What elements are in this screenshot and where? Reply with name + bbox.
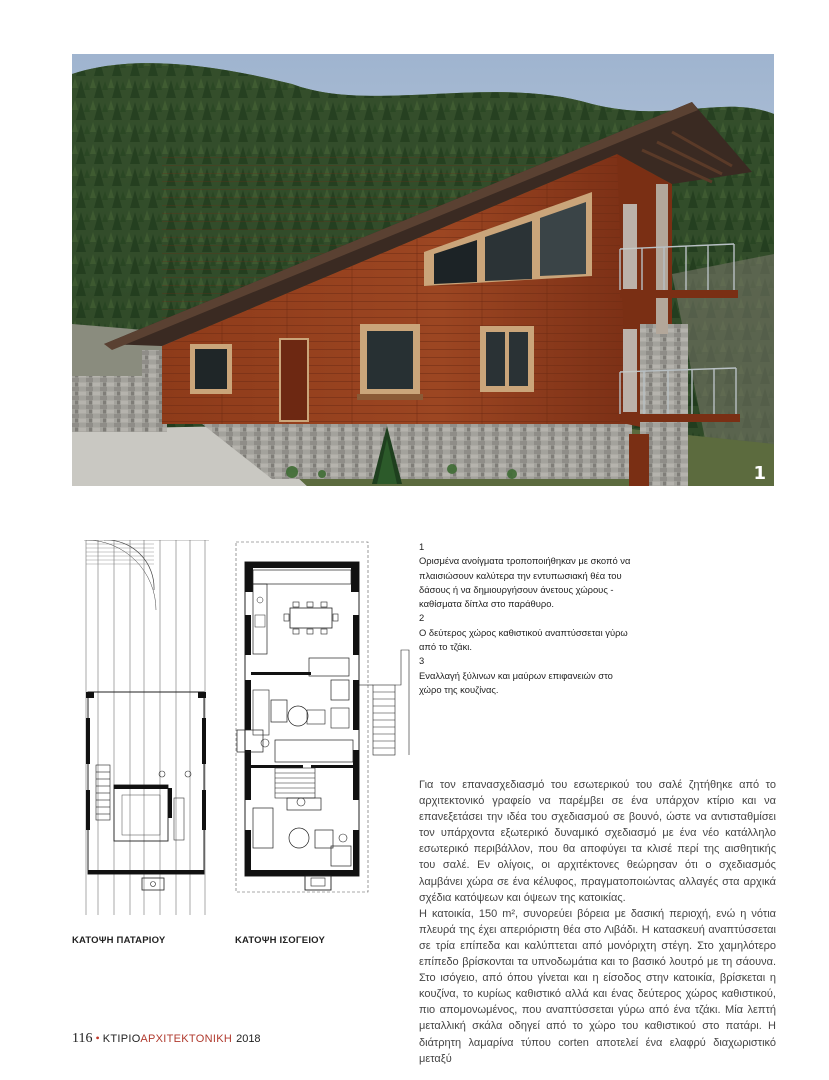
caption-1-number: 1 bbox=[419, 541, 425, 552]
ground-plan-drawing bbox=[235, 540, 415, 910]
mezzanine-plan-label: ΚΑΤΟΨΗ ΠΑΤΑΡΙΟΥ bbox=[72, 935, 166, 946]
ground-floor-plan bbox=[235, 540, 415, 910]
magazine-name-part1: ΚΤΙΡΙΟ bbox=[102, 1033, 141, 1045]
photo-number: 1 bbox=[753, 463, 766, 484]
issue-year: 2018 bbox=[236, 1033, 261, 1045]
caption-3-text: Εναλλαγή ξύλινων και μαύρων επιφανειών στο χώρο της κουζίνας. bbox=[419, 669, 613, 695]
page-footer bbox=[72, 1031, 261, 1047]
photo-captions bbox=[419, 540, 631, 697]
footer-separator: • bbox=[95, 1031, 100, 1045]
house-photo-illustration bbox=[72, 54, 774, 486]
page-number: 116 bbox=[72, 1031, 93, 1046]
body-paragraph-2: Η κατοικία, 150 m², συνορεύει βόρεια με δασική περιοχή, ενώ η νότια πλευρά της έχει απεριόριστη θέα στο Λιβάδι. Η κατασκευή αναπτύσσεται σε τρία επίπεδα και καλύπτεται από μονόριχτη στέγη. Στο χαμηλότερο επίπεδο βρίσκονται τα υπνοδωμάτια και το βασικό λουτρό με τη σάουνα. Στο ισόγειο, από όπου γίνεται και η είσοδος στην κατοικία, βρίσκεται η κουζίνα, το κυρίως καθιστικό αλλά και ένας δεύτερος χώρος καθιστικού, πιο απομονωμένος, που αναπτύσσεται γύρω από ένα τζάκι. Μία λεπτή μεταλλική σκάλα οδηγεί από το χώρο του καθιστικού στο πατάρι. Η διάτρητη λαμαρίνα τύπου corten αποτελεί ένα ελαφρύ διαχωριστικό μεταξύ bbox=[419, 907, 776, 1065]
article-body bbox=[419, 777, 776, 1067]
body-paragraph-1: Για τον επανασχεδιασμό του εσωτερικού του σαλέ ζητήθηκε από το αρχιτεκτονικό γραφείο να παρέμβει σε ένα υπάρχον κτίριο και να επανεξετάσει την ιδέα του σχεδιασμού σε βουνό, ώστε να αντισταθμίσει τον υπάρχοντα εξωτερικό δυναμικό σχεδιασμό με ένα νέο κατάλληλο εσωτερικό περιβάλλον, που θα αποφύγει τα κλισέ περί της αισθητικής του σαλέ. Εν ολίγοις, οι αρχιτέκτονες θεώρησαν ότι ο σχεδιασμός λαμβάνει χώρα σε ένα κέλυφος, πραγματοποιώντας αλλαγές στα αρχικά σχέδια κατόψεων και όψεων της κατοικίας. bbox=[419, 779, 776, 904]
caption-3-number: 3 bbox=[419, 655, 425, 667]
caption-1-text: Ορισμένα ανοίγματα τροποποιήθηκαν με σκοπό να πλαισιώσουν καλύτερα την εντυπωσιακή θέα του δάσους ή να δημιουργήσουν άνετους χώρους - καθίσματα δίπλα στο παράθυρο. bbox=[419, 555, 631, 610]
caption-2-number: 2 bbox=[419, 612, 425, 624]
mezzanine-plan-drawing bbox=[84, 540, 209, 920]
mezzanine-floor-plan bbox=[84, 540, 209, 920]
caption-2-text: Ο δεύτερος χώρος καθιστικού αναπτύσσεται γύρω από το τζάκι. bbox=[419, 626, 628, 653]
magazine-name-part2: ΑΡΧΙΤΕΚΤΟΝΙΚΗ bbox=[140, 1033, 233, 1045]
ground-plan-label: ΚΑΤΟΨΗ ΙΣΟΓΕΙΟΥ bbox=[235, 935, 326, 946]
house-photo bbox=[72, 54, 774, 486]
